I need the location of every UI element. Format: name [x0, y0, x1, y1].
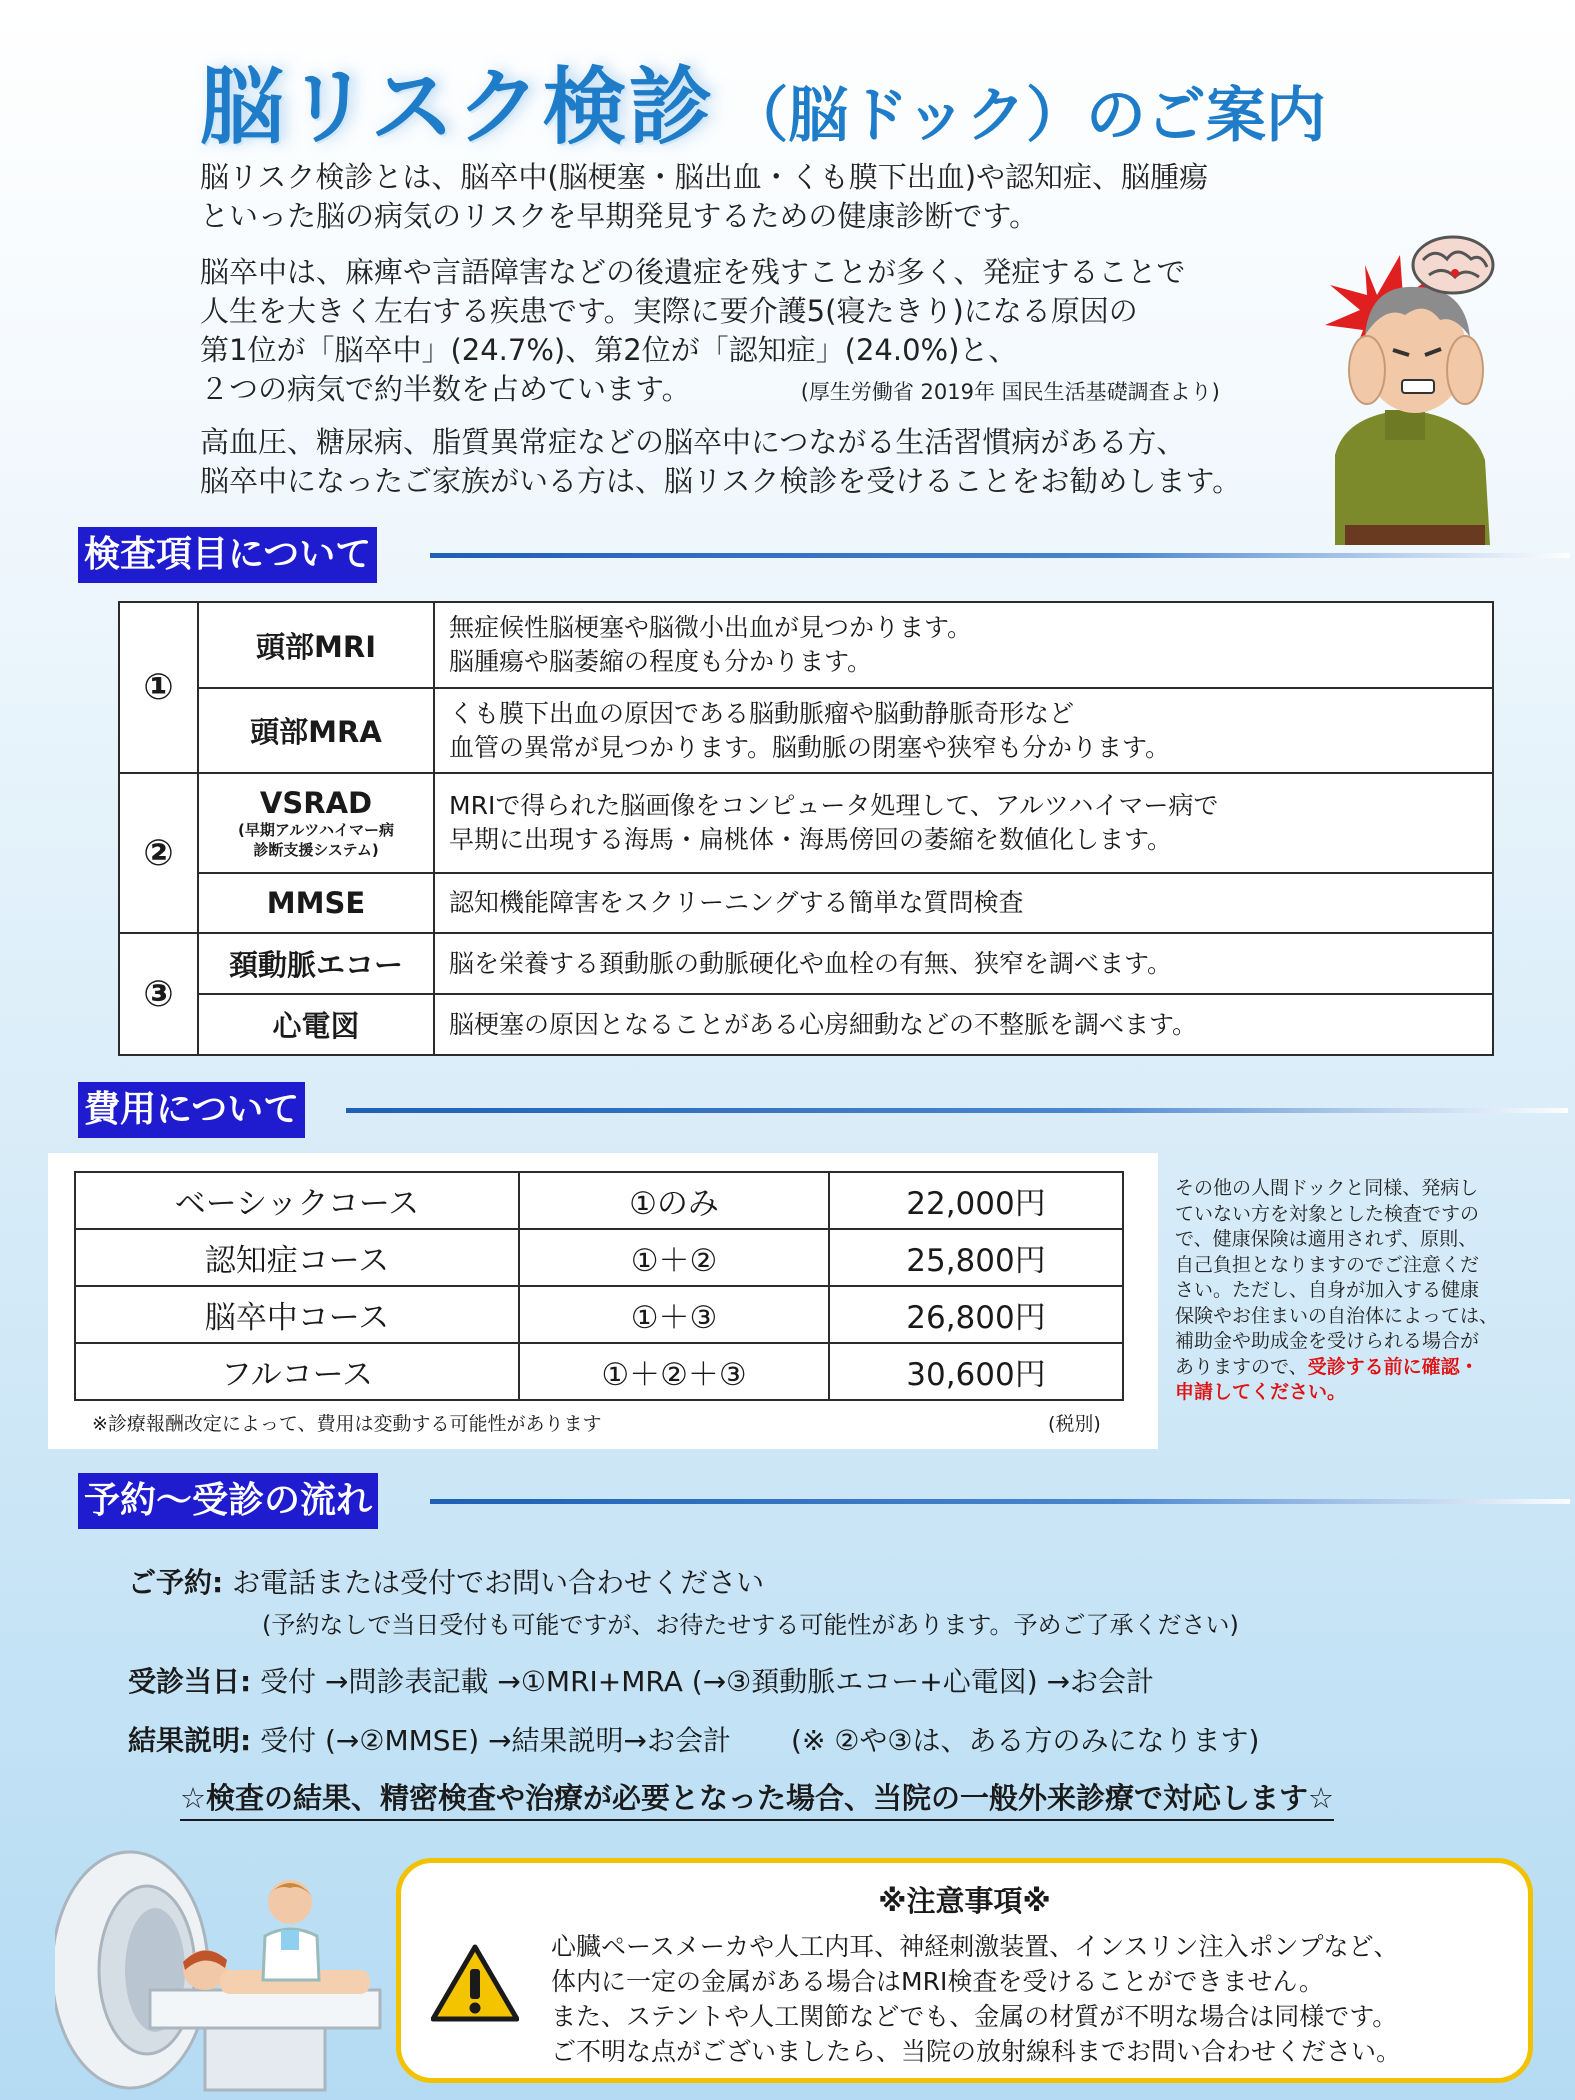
- course-price: 25,800円: [829, 1229, 1123, 1286]
- fee-footnote: ※診療報酬改定によって、費用は変動する可能性があります: [92, 1413, 602, 1435]
- desc-line: くも膜下出血の原因である脳動脈瘤や脳動静脈奇形など: [449, 698, 1075, 728]
- flow-label: 受診当日:: [128, 1665, 252, 1698]
- course-name: 認知症コース: [75, 1229, 519, 1286]
- warning-icon: [431, 1943, 519, 2023]
- flow-label: 結果説明:: [128, 1724, 252, 1757]
- alert-text: 申請してください。: [1175, 1381, 1347, 1403]
- alert-text: 受診する前に確認・: [1307, 1355, 1479, 1378]
- note-line: ありますので、: [1175, 1355, 1308, 1378]
- headache-man-illustration: [1305, 225, 1513, 545]
- intro-line: 高血圧、糖尿病、脂質異常症などの脳卒中につながる生活習慣病がある方、: [200, 425, 1186, 459]
- fee-table: [74, 1171, 1124, 1401]
- flow-reservation-note: (予約なしで当日受付も可能ですが、お待たせする可能性があります。予めご了承ください): [262, 1611, 1239, 1639]
- course-name: フルコース: [75, 1343, 519, 1400]
- title-main: 脳リスク検診: [200, 58, 715, 156]
- exam-name: 頭部MRA: [198, 688, 434, 773]
- note-line: ていない方を対象とした検査ですの: [1175, 1202, 1480, 1225]
- intro-line: 人生を大きく左右する疾患です。実際に要介護5(寝たきり)になる原因の: [200, 294, 1138, 328]
- note-line: 補助金や助成金を受けられる場合が: [1175, 1330, 1480, 1352]
- section-heading-exam: [78, 527, 1568, 583]
- section-heading-label: 予約～受診の流れ: [78, 1473, 378, 1529]
- course-items: ①＋③: [519, 1286, 829, 1343]
- fee-panel: [48, 1153, 1158, 1449]
- course-items: ①のみ: [519, 1172, 829, 1229]
- section-rule: [430, 1499, 1570, 1504]
- group-number: ①: [119, 602, 198, 773]
- section-heading-flow: [78, 1473, 1568, 1529]
- caution-box: [396, 1858, 1533, 2083]
- flow-label: ご予約:: [128, 1566, 224, 1599]
- section-heading-fee: [78, 1082, 1568, 1138]
- note-line: さい。ただし、自身が加入する健康: [1175, 1279, 1480, 1301]
- note-line: 保険やお住まいの自治体によっては、: [1175, 1304, 1499, 1327]
- exam-description: [434, 688, 1493, 773]
- desc-line: 脳腫瘍や脳萎縮の程度も分かります。: [449, 647, 873, 676]
- table-row: [119, 994, 1493, 1055]
- exam-description: [434, 602, 1493, 688]
- flow-exam-day: [128, 1660, 1154, 1700]
- note-line: その他の人間ドックと同様、発病し: [1175, 1177, 1479, 1199]
- exam-items-table: [118, 601, 1494, 1056]
- desc-line: 認知機能障害をスクリーニングする簡単な質問検査: [449, 888, 1024, 917]
- exam-name-text: VSRAD: [259, 786, 373, 820]
- table-row: [119, 602, 1493, 688]
- exam-name-note: (早期アルツハイマー病: [238, 821, 394, 839]
- flow-text: 受付 (→②MMSE) →結果説明→お会計: [251, 1724, 732, 1757]
- caution-line: 体内に一定の金属がある場合はMRI検査を受けることができません。: [551, 1967, 1324, 1996]
- table-row: [75, 1172, 1123, 1229]
- exam-description: [434, 933, 1493, 994]
- intro-line: 脳卒中になったご家族がいる方は、脳リスク検診を受けることをお勧めします。: [200, 464, 1242, 498]
- section-heading-label: 検査項目について: [78, 527, 377, 583]
- title-sub: （脳ドック）のご案内: [728, 81, 1326, 151]
- exam-name: [198, 773, 434, 873]
- table-row: [119, 773, 1493, 873]
- course-items: ①＋②＋③: [519, 1343, 829, 1400]
- caution-line: 心臓ペースメーカや人工内耳、神経刺激装置、インスリン注入ポンプなど、: [551, 1932, 1399, 1961]
- note-line: で、健康保険は適用されず、原則、: [1175, 1228, 1478, 1250]
- intro-paragraph-3: [200, 423, 1241, 501]
- page-title: [200, 40, 1326, 156]
- desc-line: 血管の異常が見つかります。脳動脈の閉塞や狭窄も分かります。: [449, 732, 1171, 762]
- caution-line: また、ステントや人工関節などでも、金属の材質が不明な場合は同様です。: [551, 2002, 1398, 2031]
- intro-paragraph-2: [200, 253, 1220, 412]
- exam-description: [434, 873, 1493, 933]
- group-number: ③: [119, 933, 198, 1055]
- desc-line: 脳を栄養する頚動脈の動脈硬化や血栓の有無、狭窄を調べます。: [449, 948, 1173, 978]
- mri-scanner-illustration: [55, 1840, 385, 2095]
- intro-line: 脳卒中は、麻痺や言語障害などの後遺症を残すことが多く、発症することで: [200, 255, 1186, 289]
- caution-text: [551, 1929, 1401, 2069]
- course-name: 脳卒中コース: [75, 1286, 519, 1343]
- desc-line: 脳梗塞の原因となることがある心房細動などの不整脈を調べます。: [449, 1009, 1198, 1039]
- exam-name: MMSE: [198, 873, 434, 933]
- exam-description: [434, 994, 1493, 1055]
- section-rule: [346, 1108, 1568, 1113]
- exam-name: 頚動脈エコー: [198, 933, 434, 994]
- group-number: ②: [119, 773, 198, 933]
- section-rule: [430, 553, 1570, 558]
- brain-icon: [1413, 237, 1493, 293]
- desc-line: 無症候性脳梗塞や脳微小出血が見つかります。: [449, 613, 973, 642]
- flow-reservation: [128, 1561, 764, 1601]
- course-items: ①＋②: [519, 1229, 829, 1286]
- caution-title: ※注意事項※: [878, 1884, 1051, 1918]
- intro-paragraph-1: [200, 158, 1208, 236]
- caution-line: ご不明な点がございましたら、当院の放射線科までお問い合わせください。: [551, 2037, 1402, 2066]
- table-row: [119, 873, 1493, 933]
- tax-note: (税別): [1048, 1413, 1101, 1435]
- table-row: [75, 1229, 1123, 1286]
- intro-line: 脳リスク検診とは、脳卒中(脳梗塞・脳出血・くも膜下出血)や認知症、脳腫瘍: [200, 160, 1209, 194]
- flow-note: (※ ②や③は、ある方のみになります): [791, 1724, 1260, 1757]
- intro-line: ２つの病気で約半数を占めています。: [200, 372, 691, 406]
- table-row: [119, 933, 1493, 994]
- section-heading-label: 費用について: [78, 1082, 305, 1138]
- table-row: [119, 688, 1493, 773]
- desc-line: MRIで得られた脳画像をコンピュータ処理して、アルツハイマー病で: [449, 791, 1219, 820]
- insurance-note: [1175, 1176, 1545, 1406]
- flow-text: お電話または受付でお問い合わせください: [223, 1566, 765, 1599]
- course-price: 22,000円: [829, 1172, 1123, 1229]
- note-line: 自己負担となりますのでご注意くだ: [1175, 1253, 1480, 1276]
- table-row: [75, 1286, 1123, 1343]
- exam-name: 心電図: [198, 994, 434, 1055]
- exam-description: [434, 773, 1493, 873]
- intro-line: といった脳の病気のリスクを早期発見するための健康診断です。: [200, 199, 1039, 233]
- desc-line: 早期に出現する海馬・扁桃体・海馬傍回の萎縮を数値化します。: [449, 825, 1173, 854]
- flow-text: 受付 →問診表記載 →①MRI+MRA (→③頚動脈エコー+心電図) →お会計: [251, 1665, 1155, 1698]
- table-row: [75, 1343, 1123, 1400]
- source-citation: (厚生労働省 2019年 国民生活基礎調査より): [800, 380, 1220, 404]
- exam-name-note: 診断支援システム): [253, 841, 379, 859]
- course-name: ベーシックコース: [75, 1172, 519, 1229]
- closing-statement: ☆検査の結果、精密検査や治療が必要となった場合、当院の一般外来診療で対応します☆: [180, 1776, 1334, 1821]
- course-price: 30,600円: [829, 1343, 1123, 1400]
- course-price: 26,800円: [829, 1286, 1123, 1343]
- intro-line: 第1位が「脳卒中」(24.7%)、第2位が「認知症」(24.0%)と、: [200, 333, 1018, 367]
- flow-results: [128, 1719, 1259, 1759]
- exam-name: 頭部MRI: [198, 602, 434, 688]
